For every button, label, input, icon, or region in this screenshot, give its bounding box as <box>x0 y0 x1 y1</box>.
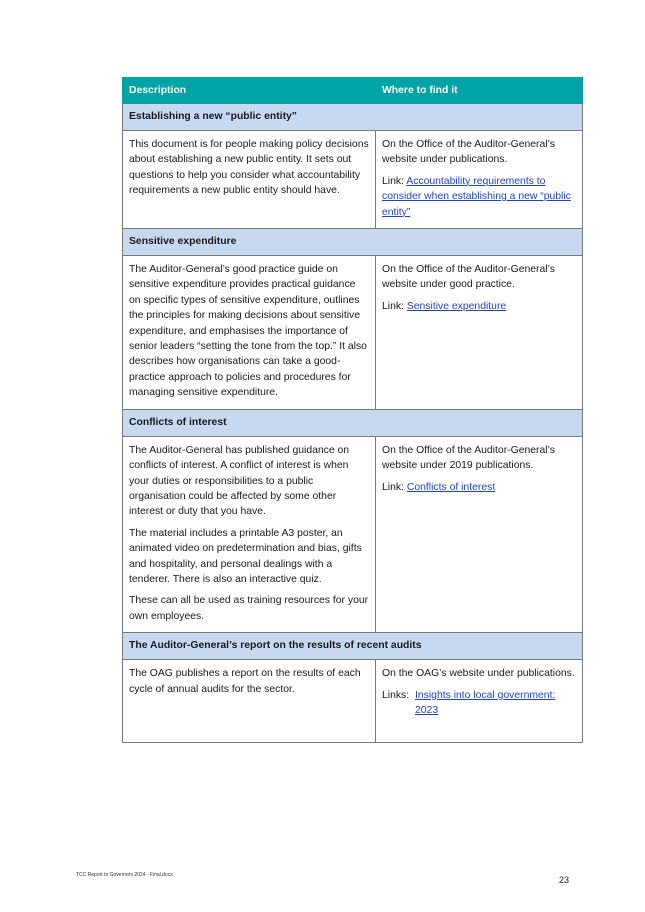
link-line <box>382 174 576 220</box>
section-heading-row <box>123 104 583 131</box>
header-description: Description <box>123 78 376 104</box>
section-body-row <box>123 131 583 229</box>
link-wrapper <box>415 688 576 719</box>
where-cell <box>376 660 583 743</box>
description-cell <box>123 131 376 229</box>
where-cell <box>376 436 583 632</box>
page-number: 23 <box>558 875 569 885</box>
description-text: These can all be used as training resources for your own employees. <box>129 595 369 622</box>
description-text: The Auditor-General has published guidance on conflicts of interest. A conflict of interest is when your duties or responsibilities to a public organisation could be affected by some other interest or duty that you have. <box>129 444 350 518</box>
sensitive-expenditure-link[interactable]: Sensitive expenditure <box>406 300 507 312</box>
section-heading-row <box>123 229 583 256</box>
section-title: The Auditor-General’s report on the results of recent audits <box>123 633 583 660</box>
accountability-requirements-link[interactable]: Accountability requirements to consider when establishing a new “public entity” <box>382 175 571 218</box>
where-text: On the OAG’s website under publications. <box>382 668 575 680</box>
description-cell <box>123 660 376 743</box>
link-line <box>382 299 576 314</box>
where-cell <box>376 131 583 229</box>
description-text: The Auditor-General’s good practice guide on sensitive expenditure provides practical guidance on specific types of sensitive expenditure, outlines the principles for making decisions about sensitive expenditure, and emphasises the importance of senior leaders “setting the tone from the top.” It also describes how organisations can take a good-practice approach to policies and procedures for managing sensitive expenditure. <box>129 264 367 399</box>
description-text: The OAG publishes a report on the results of each cycle of annual audits for the sector. <box>129 668 361 695</box>
link-label: Link: <box>382 175 407 187</box>
section-body-row <box>123 660 583 743</box>
link-label: Links: <box>382 689 410 701</box>
where-text: On the Office of the Auditor-General’s website under good practice. <box>382 264 555 291</box>
section-title: Sensitive expenditure <box>123 229 583 256</box>
section-title: Establishing a new “public entity” <box>123 104 583 131</box>
conflicts-of-interest-link[interactable]: Conflicts of interest <box>406 481 496 493</box>
link-label: Link: <box>382 300 407 312</box>
description-cell <box>123 256 376 410</box>
section-heading-row <box>123 409 583 436</box>
where-text: On the Office of the Auditor-General’s website under publications. <box>382 139 555 166</box>
description-text: The material includes a printable A3 poster, an animated video on predetermination and bias, gifts and hospitality, and personal dealings with a tenderer. There is also an interactive quiz. <box>129 527 362 585</box>
section-body-row <box>123 256 583 410</box>
resources-table <box>122 77 583 743</box>
section-heading-row <box>123 633 583 660</box>
header-where-to-find: Where to find it <box>376 78 583 104</box>
section-body-row <box>123 436 583 632</box>
where-text: On the Office of the Auditor-General’s website under 2019 publications. <box>382 444 555 472</box>
link-line <box>382 480 576 495</box>
description-cell <box>123 436 376 632</box>
footer-doc-title: TCC Report to Governors 2024 - Final.docx <box>76 872 173 878</box>
section-title: Conflicts of interest <box>123 409 583 436</box>
description-text: This document is for people making policy decisions about establishing a new public entity. It sets out questions to help you consider what accountability requirements a new public entity should have. <box>129 139 369 197</box>
link-label: Link: <box>382 481 407 493</box>
where-cell <box>376 256 583 410</box>
table-header-row <box>123 78 583 104</box>
insights-local-government-link[interactable]: Insights into local government: 2023 <box>415 689 556 716</box>
link-line <box>382 688 576 719</box>
